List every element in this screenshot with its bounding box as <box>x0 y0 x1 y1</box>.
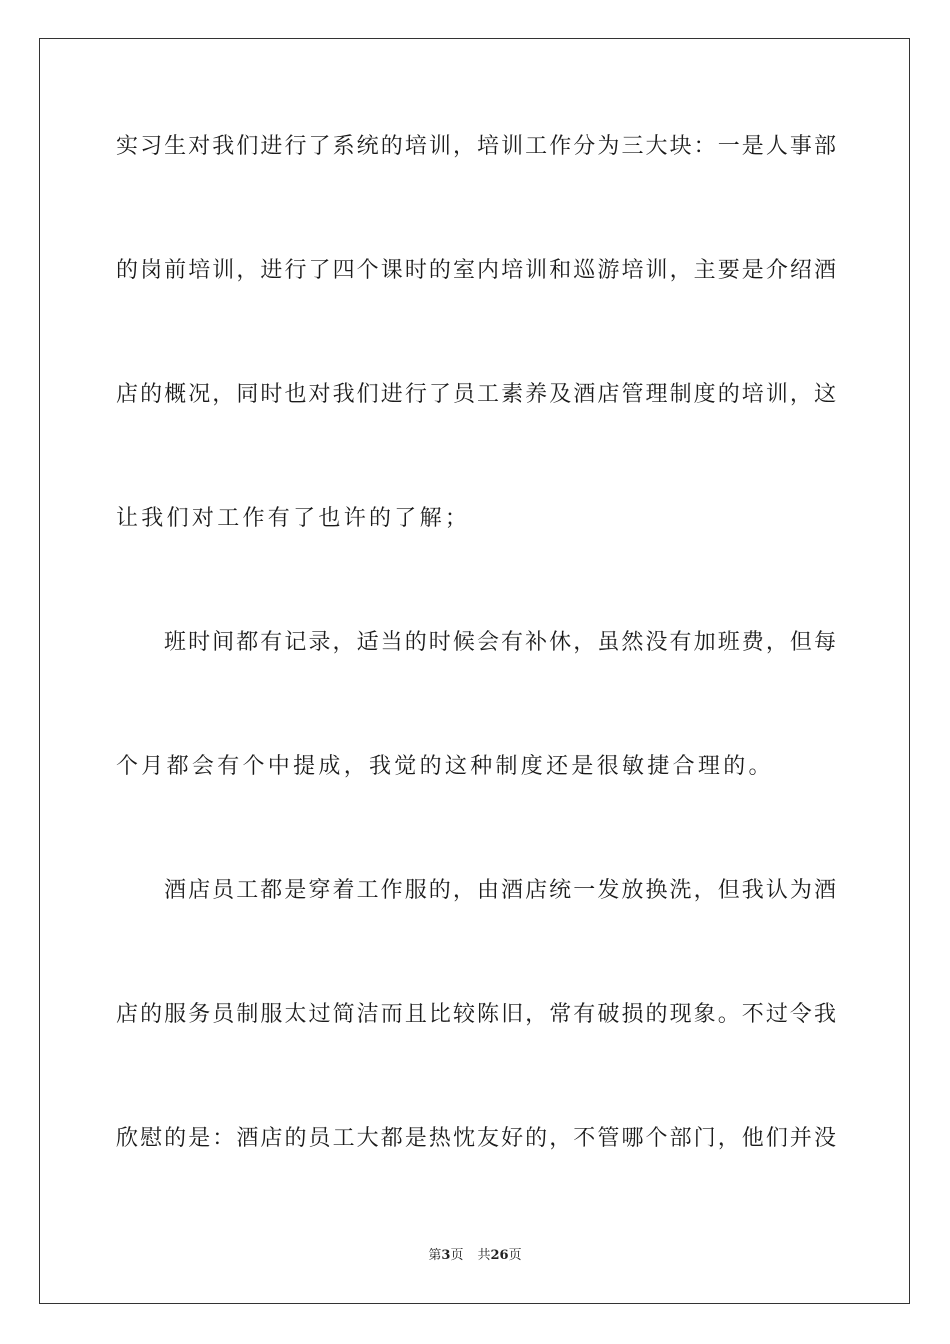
paragraph-line-4: 让我们对工作有了也许的了解； <box>116 506 471 531</box>
paragraph-line-2: 的岗前培训，进行了四个课时的室内培训和巡游培训，主要是介绍酒 <box>116 258 836 283</box>
total-suffix: 页 <box>508 1248 522 1263</box>
total-pages: 26 <box>490 1248 509 1263</box>
page-suffix: 页 <box>450 1248 464 1263</box>
page-border <box>39 38 910 1304</box>
paragraph-line-5: 班时间都有记录，适当的时候会有补休，虽然没有加班费，但每 <box>164 630 836 655</box>
paragraph-line-3: 店的概况，同时也对我们进行了员工素养及酒店管理制度的培训，这 <box>116 382 836 407</box>
page-number: 3 <box>441 1248 451 1263</box>
paragraph-line-9: 欣慰的是：酒店的员工大都是热忱友好的，不管哪个部门，他们并没 <box>116 1126 836 1151</box>
page-prefix: 第 <box>428 1248 442 1263</box>
paragraph-line-8: 店的服务员制服太过简洁而且比较陈旧，常有破损的现象。不过令我 <box>116 1002 836 1027</box>
paragraph-line-7: 酒店员工都是穿着工作服的，由酒店统一发放换洗，但我认为酒 <box>164 878 836 903</box>
page-footer <box>0 1246 950 1266</box>
paragraph-line-1: 实习生对我们进行了系统的培训，培训工作分为三大块：一是人事部 <box>116 134 836 159</box>
total-prefix: 共 <box>477 1248 491 1263</box>
paragraph-line-6: 个月都会有个中提成，我觉的这种制度还是很敏捷合理的。 <box>116 754 774 779</box>
